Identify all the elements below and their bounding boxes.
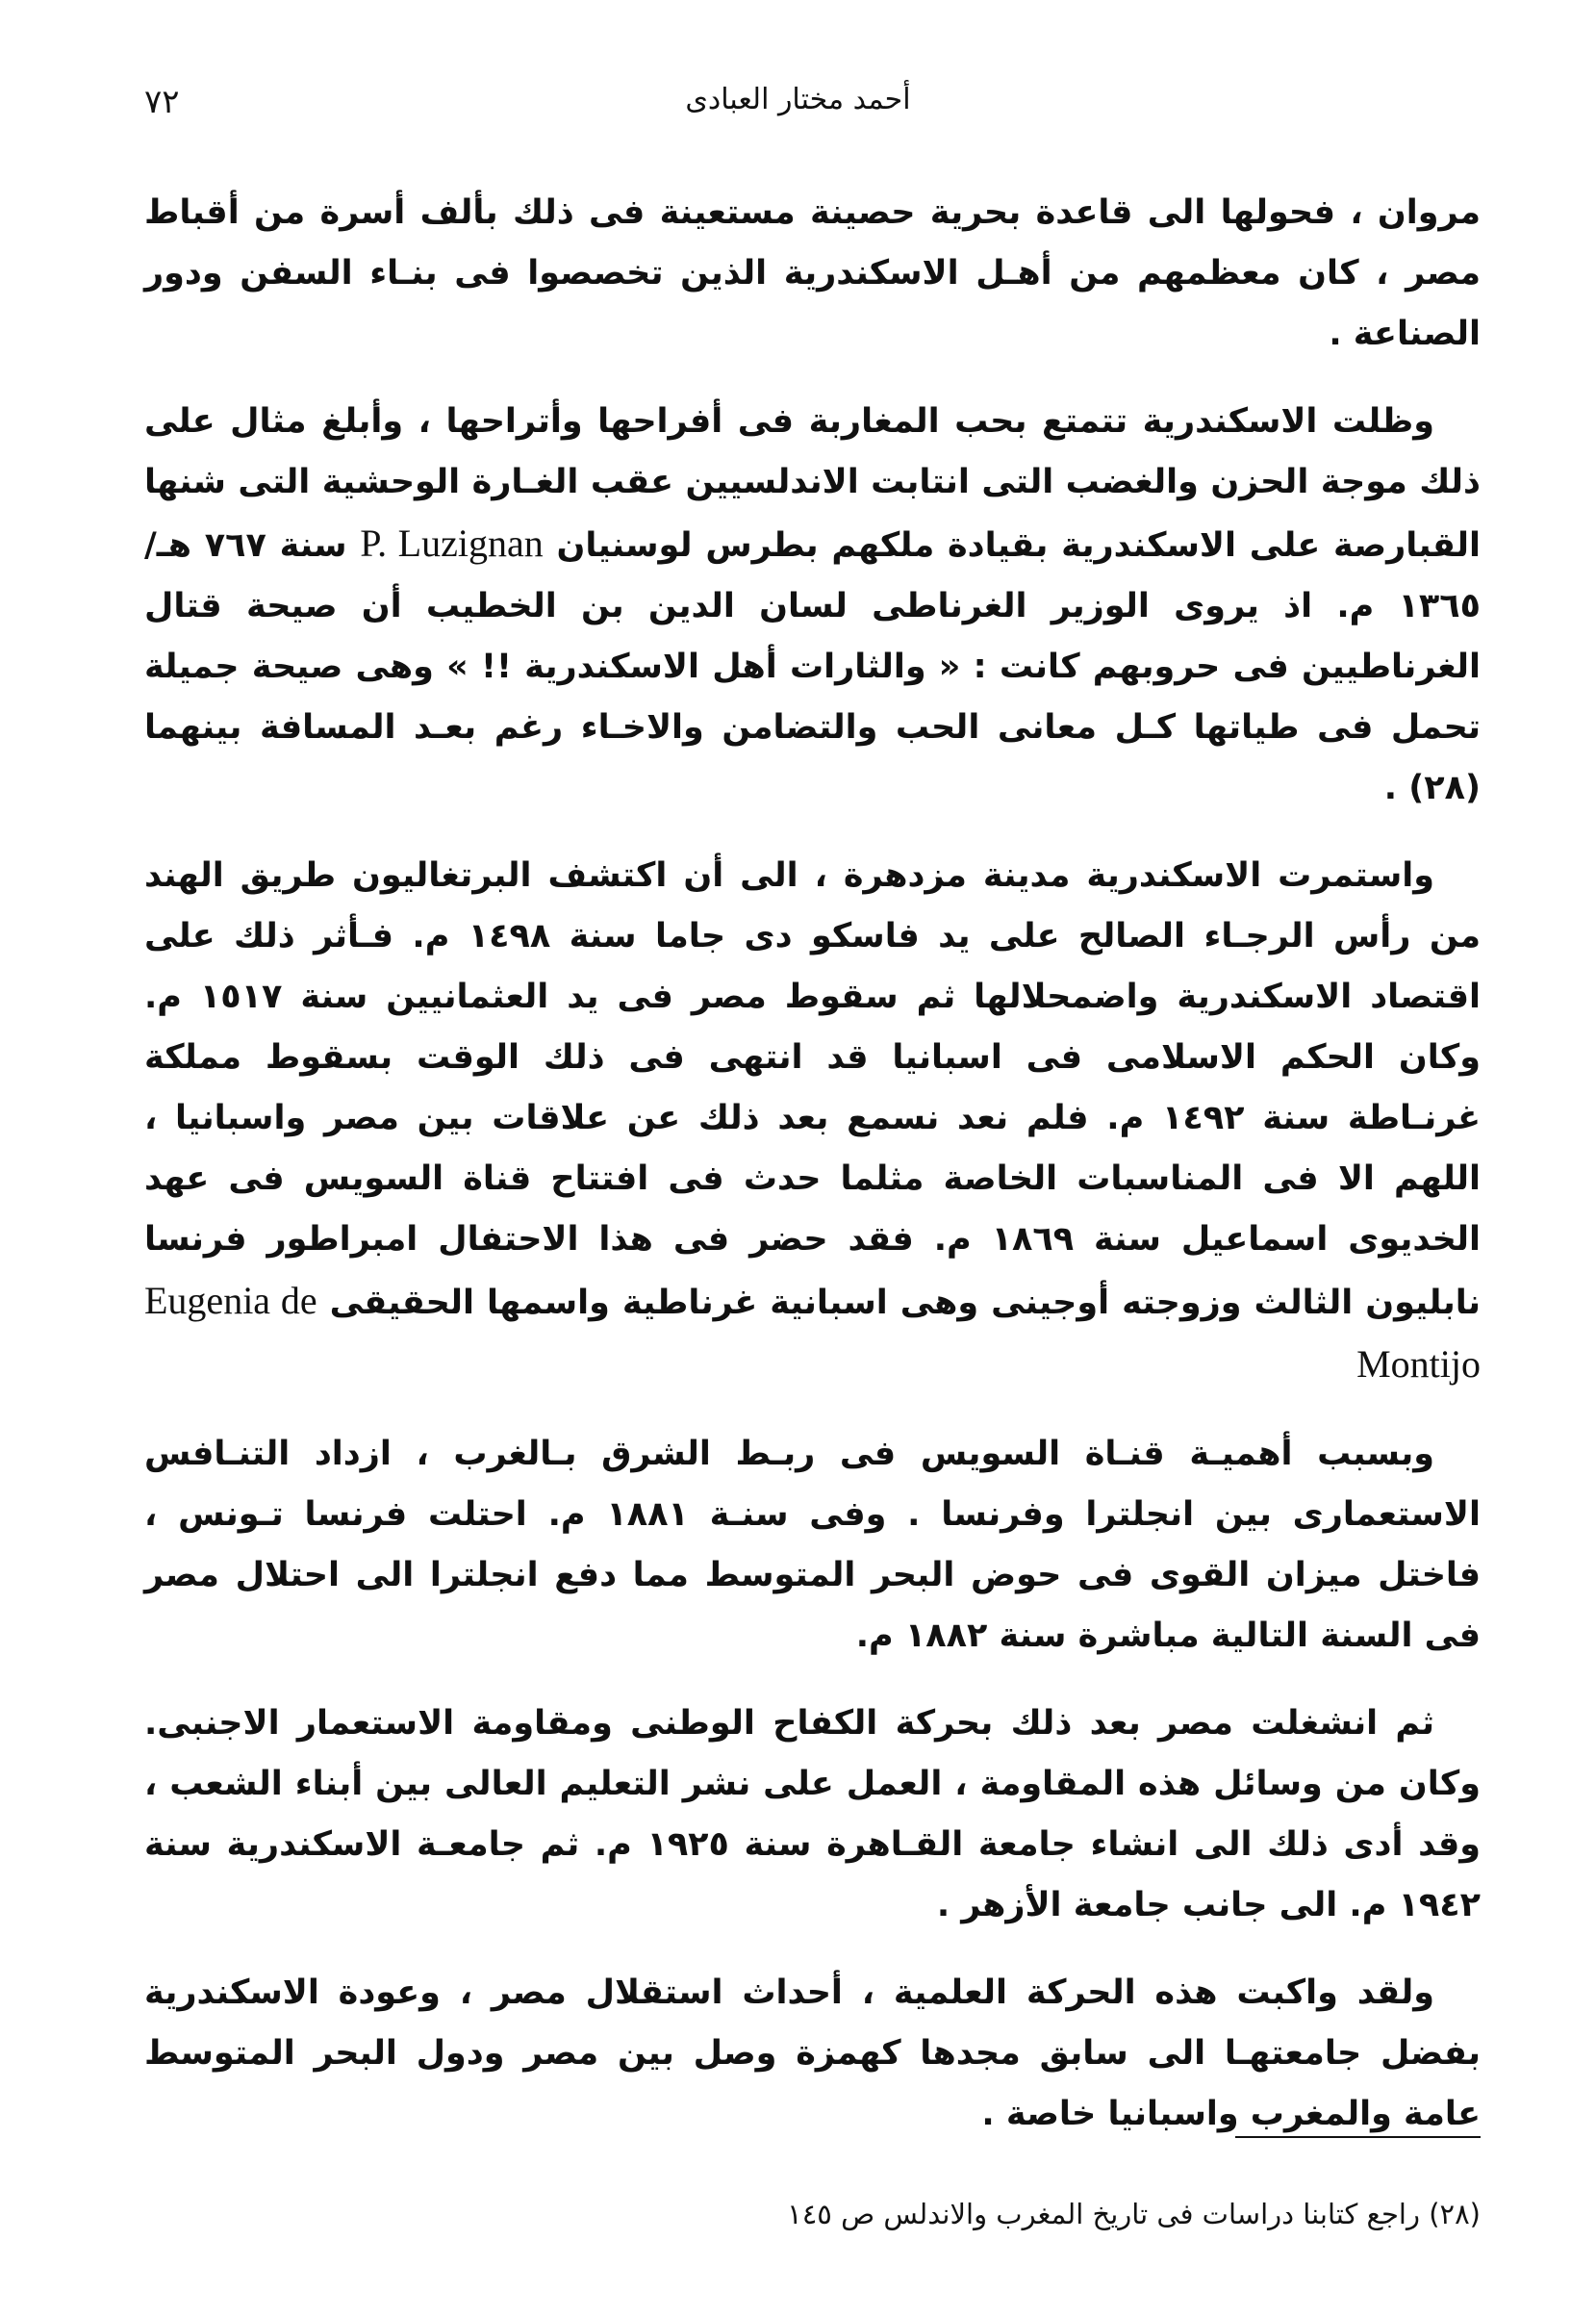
footnote-text: (٢٨) راجع كتابنا دراسات فى تاريخ المغرب والاندلس ص ١٤٥ xyxy=(787,2198,1481,2230)
body-text xyxy=(144,183,1481,2172)
paragraph-5 xyxy=(144,1693,1481,1936)
paragraph-4 xyxy=(144,1424,1481,1667)
paragraph-3 xyxy=(144,846,1481,1397)
paragraph-6 xyxy=(144,1963,1481,2145)
paragraph-1 xyxy=(144,183,1481,365)
paragraph-2-text-after: سنة ٧٦٧ هـ/١٣٦٥ م. اذ يروى الوزير الغرناطى لسان الدين بن الخطيب أن صيحة قتال الغرناطيين فى حروبهم كانت : « والثارات أهل الاسكندرية !! » وهى صيحة جميلة تحمل فى طياتها كـل معانى الحب والتضامن والاخـاء رغم بعـد المسافة بينهما (٢٨) . xyxy=(144,526,1481,807)
paragraph-4-text: وبسبب أهميـة قنـاة السويس فى ربـط الشرق بـالغرب ، ازداد التنـافس الاستعمارى بين انجلترا وفرنسا . وفى سنـة ١٨٨١ م. احتلت فرنسا تـونس ، فاختل ميزان القوى فى حوض البحر المتوسط مما دفع انجلترا الى احتلال مصر فى السنة التالية مباشرة سنة ١٨٨٢ م. xyxy=(144,1435,1481,1655)
paragraph-3-text-before: واستمرت الاسكندرية مدينة مزدهرة ، الى أن اكتشف البرتغاليون طريق الهند من رأس الرجـاء الصالح على يد فاسكو دى جاما سنة ١٤٩٨ م. فـأثر ذلك على اقتصاد الاسكندرية واضمحلالها ثم سقوط مصر فى يد العثمانيين سنة ١٥١٧ م. وكان الحكم الاسلامى فى اسبانيا قد انتهى فى ذلك الوقت بسقوط مملكة غرنـاطة سنة ١٤٩٢ م. فلم نعد نسمع بعد ذلك عن علاقات بين مصر واسبانيا ، اللهم الا فى المناسبات الخاصة مثلما حدث فى افتتاح قناة السويس فى عهد الخديوى اسماعيل سنة ١٨٦٩ م. فقد حضر فى هذا الاحتفال امبراطور فرنسا نابليون الثالث وزوجته أوجينى وهى اسبانية غرناطية واسمها الحقيقى xyxy=(144,856,1482,1322)
latin-name-eugenia: Eugenia de Montijo xyxy=(144,1279,1481,1386)
paragraph-5-text: ثم انشغلت مصر بعد ذلك بحركة الكفاح الوطنى ومقاومة الاستعمار الاجنبى. وكان من وسائل هذه المقاومة ، العمل على نشر التعليم العالى بين أبناء الشعب ، وقد أدى ذلك الى انشاء جامعة القـاهرة سنة ١٩٢٥ م. ثم جامعـة الاسكندرية سنة ١٩٤٢ م. الى جانب جامعة الأزهر . xyxy=(144,1704,1481,1924)
paragraph-1-text: مروان ، فحولها الى قاعدة بحرية حصينة مستعينة فى ذلك بألف أسرة من أقباط مصر ، كان معظمهم من أهـل الاسكندرية الذين تخصصوا فى بنـاء السفن ودور الصناعة . xyxy=(144,193,1481,353)
paragraph-2-text-before: وظلت الاسكندرية تتمتع بحب المغاربة فى أفراحها وأتراحها ، وأبلغ مثال على ذلك موجة الحزن والغضب التى انتابت الاندلسيين عقب الغـارة الوحشية التى شنها القبارصة على الاسكندرية بقيادة ملكهم بطرس لوسنيان xyxy=(144,402,1482,565)
paragraph-6-text: ولقد واكبت هذه الحركة العلمية ، أحداث استقلال مصر ، وعودة الاسكندرية بفضل جامعتهـا الى سابق مجدها كهمزة وصل بين مصر ودول البحر المتوسط عامة والمغرب واسبانيا خاصة . xyxy=(144,1973,1481,2133)
footnote xyxy=(144,2194,1481,2234)
footnote-rule xyxy=(1235,2136,1481,2138)
page-header xyxy=(144,75,1452,133)
latin-name-luzignan: P. Luzignan xyxy=(360,522,544,565)
running-head: أحمد مختار العبادى xyxy=(685,83,911,116)
page-number: ٧٢ xyxy=(144,83,180,121)
paragraph-2 xyxy=(144,392,1481,819)
